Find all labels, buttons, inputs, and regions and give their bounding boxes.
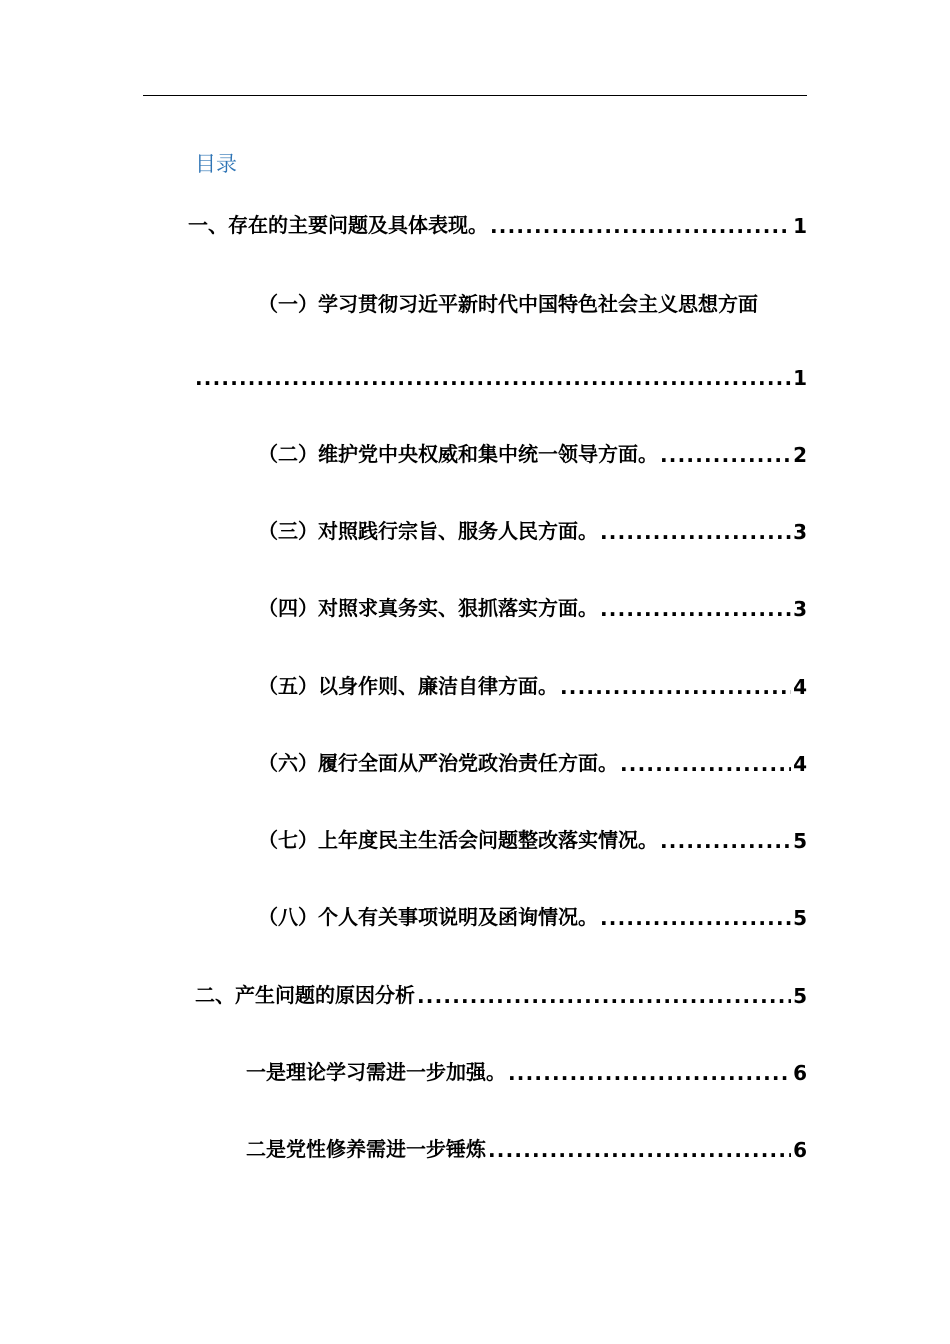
toc-entry-label: 二、产生问题的原因分析 xyxy=(195,983,415,1007)
toc-entry-label: 二是党性修养需进一步锤炼 xyxy=(246,1137,486,1161)
header-rule xyxy=(143,95,807,96)
toc-leader-dots xyxy=(488,1138,791,1162)
toc-leader-dots xyxy=(417,984,791,1008)
toc-leader-dots xyxy=(195,366,791,390)
toc-entry-page: 4 xyxy=(793,752,807,776)
toc-entry-label: （四）对照求真务实、狠抓落实方面。 xyxy=(258,596,598,620)
toc-entry-page: 3 xyxy=(793,520,807,544)
toc-entry[interactable] xyxy=(258,437,807,467)
toc-entry[interactable] xyxy=(258,823,807,853)
toc-leader-dots xyxy=(600,906,791,930)
toc-entry-page: 5 xyxy=(793,906,807,930)
toc-entry-label-wrapped[interactable]: （一）学习贯彻习近平新时代中国特色社会主义思想方面 xyxy=(258,292,758,316)
toc-leader-dots xyxy=(660,443,791,467)
toc-entry-label: （七）上年度民主生活会问题整改落实情况。 xyxy=(258,828,658,852)
toc-title: 目录 xyxy=(195,152,237,176)
toc-entry[interactable] xyxy=(246,1055,807,1085)
toc-entry-page: 5 xyxy=(793,829,807,853)
toc-entry-page: 1 xyxy=(793,214,807,238)
toc-leader-dots xyxy=(490,214,791,238)
toc-entry-label: （三）对照践行宗旨、服务人民方面。 xyxy=(258,519,598,543)
toc-entry[interactable] xyxy=(188,208,807,238)
toc-leader-dots xyxy=(508,1061,791,1085)
toc-leader-dots xyxy=(620,752,791,776)
toc-entry[interactable] xyxy=(258,591,807,621)
toc-entry[interactable] xyxy=(246,1132,807,1162)
toc-entry-page: 2 xyxy=(793,443,807,467)
toc-leader-dots xyxy=(600,520,791,544)
toc-entry-page: 4 xyxy=(793,675,807,699)
toc-entry-page: 3 xyxy=(793,597,807,621)
toc-leader-dots xyxy=(560,675,791,699)
toc-entry[interactable] xyxy=(258,514,807,544)
toc-entry-label: （八）个人有关事项说明及函询情况。 xyxy=(258,905,598,929)
toc-entry-page: 6 xyxy=(793,1138,807,1162)
toc-entry-page: 1 xyxy=(793,366,807,390)
toc-entry-label: （二）维护党中央权威和集中统一领导方面。 xyxy=(258,442,658,466)
toc-entry[interactable] xyxy=(258,746,807,776)
toc-entry[interactable] xyxy=(195,360,807,390)
toc-entry-page: 6 xyxy=(793,1061,807,1085)
toc-entry[interactable] xyxy=(195,978,807,1008)
toc-entry[interactable] xyxy=(258,669,807,699)
toc-entry-label: （五）以身作则、廉洁自律方面。 xyxy=(258,674,558,698)
toc-entry-label: 一、存在的主要问题及具体表现。 xyxy=(188,213,488,237)
toc-leader-dots xyxy=(600,597,791,621)
toc-entry[interactable] xyxy=(258,900,807,930)
toc-entry-page: 5 xyxy=(793,984,807,1008)
toc-entry-label: 一是理论学习需进一步加强。 xyxy=(246,1060,506,1084)
toc-entry-label: （六）履行全面从严治党政治责任方面。 xyxy=(258,751,618,775)
toc-leader-dots xyxy=(660,829,791,853)
